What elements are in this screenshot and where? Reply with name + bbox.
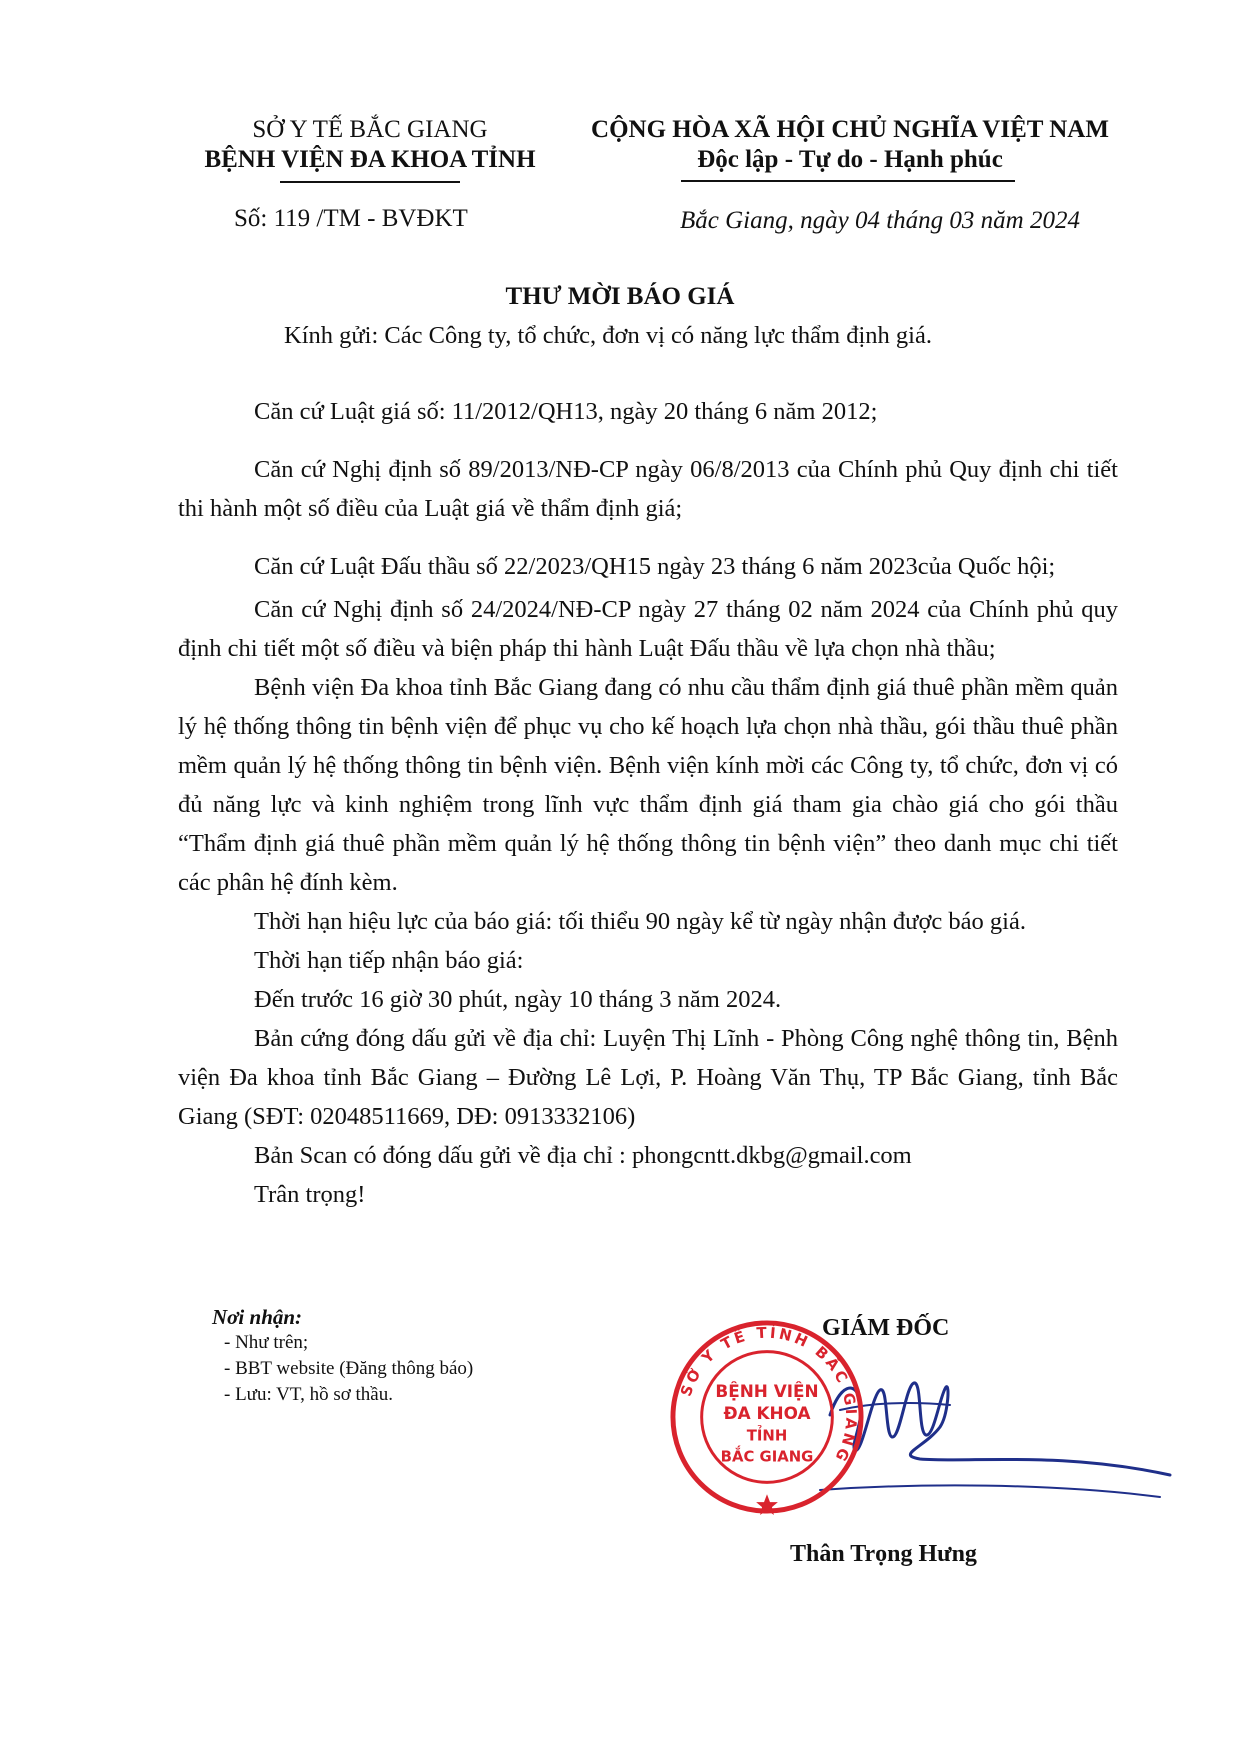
motto-underline — [681, 180, 1015, 182]
hardcopy-address: Bản cứng đóng dấu gửi về địa chỉ: Luyện Thị Lĩnh - Phòng Công nghệ thông tin, Bệnh viện Đa khoa tỉnh Bắc Giang – Đường Lê Lợi, P. Hoàng Văn Thụ, TP Bắc Giang, tỉnh Bắc Giang (SĐT: 02048511669, DĐ: 0913332106) — [178, 1025, 1118, 1130]
scan-address: Bản Scan có đóng dấu gửi về địa chỉ : phongcntt.dkbg@gmail.com — [254, 1142, 912, 1169]
nation-title: CỘNG HÒA XÃ HỘI CHỦ NGHĨA VIỆT NAM — [591, 116, 1109, 143]
addressee: Kính gửi: Các Công ty, tổ chức, đơn vị có năng lực thẩm định giá. — [284, 322, 932, 349]
legal-basis-decree-24: Căn cứ Nghị định số 24/2024/NĐ-CP ngày 27 tháng 02 năm 2024 của Chính phủ quy định chi tiết một số điều và biện pháp thi hành Luật Đấu thầu về lựa chọn nhà thầu; — [178, 596, 1118, 662]
legal-basis-price-law: Căn cứ Luật giá số: 11/2012/QH13, ngày 20 tháng 6 năm 2012; — [254, 398, 878, 425]
legal-basis-bidding-law: Căn cứ Luật Đấu thầu số 22/2023/QH15 ngày 23 tháng 6 năm 2023của Quốc hội; — [254, 553, 1056, 580]
quote-deadline-label: Thời hạn tiếp nhận báo giá: — [254, 947, 524, 974]
svg-text:BỆNH VIỆN: BỆNH VIỆN — [715, 1381, 819, 1402]
recipients-title: Nơi nhận: — [212, 1305, 303, 1329]
motto: Độc lập - Tự do - Hạnh phúc — [697, 146, 1003, 173]
signer-title: GIÁM ĐỐC — [822, 1315, 950, 1341]
closing: Trân trọng! — [254, 1181, 366, 1208]
org-parent: SỞ Y TẾ BẮC GIANG — [252, 116, 488, 143]
svg-text:TỈNH: TỈNH — [746, 1426, 788, 1445]
svg-text:SỞ Y TẾ TỈNH BẮC GIANG: SỞ Y TẾ TỈNH BẮC GIANG — [676, 1323, 861, 1467]
document-body — [178, 392, 1118, 1214]
document-title: THƯ MỜI BÁO GIÁ — [505, 283, 735, 310]
recipient-item: - Như trên; — [224, 1332, 309, 1353]
place-date: Bắc Giang, ngày 04 tháng 03 năm 2024 — [680, 207, 1080, 234]
signer-name: Thân Trọng Hưng — [790, 1541, 977, 1567]
quote-validity: Thời hạn hiệu lực của báo giá: tối thiểu 90 ngày kể từ ngày nhận được báo giá. — [254, 908, 1026, 935]
recipients-block — [212, 1304, 473, 1408]
official-seal-stamp — [668, 1318, 866, 1516]
svg-text:ĐA KHOA: ĐA KHOA — [723, 1402, 811, 1423]
quote-deadline: Đến trước 16 giờ 30 phút, ngày 10 tháng 3 năm 2024. — [254, 986, 782, 1013]
doc-number: Số: 119 /TM - BVĐKT — [234, 205, 468, 232]
svg-text:BẮC GIANG: BẮC GIANG — [720, 1447, 814, 1466]
legal-basis-decree-89: Căn cứ Nghị định số 89/2013/NĐ-CP ngày 06/8/2013 của Chính phủ Quy định chi tiết thi hành một số điều của Luật giá về thẩm định giá; — [178, 456, 1118, 522]
recipient-item: - Lưu: VT, hồ sơ thầu. — [224, 1384, 393, 1405]
recipient-item: - BBT website (Đăng thông báo) — [224, 1358, 474, 1379]
main-request: Bệnh viện Đa khoa tỉnh Bắc Giang đang có nhu cầu thẩm định giá thuê phần mềm quản lý hệ thống thông tin bệnh viện để phục vụ cho kế hoạch lựa chọn nhà thầu, gói thầu thuê phần mềm quản lý hệ thống thông tin bệnh viện. Bệnh viện kính mời các Công ty, tổ chức, đơn vị có đủ năng lực và kinh nghiệm trong lĩnh vực thẩm định giá tham gia chào giá cho gói thầu “Thẩm định giá thuê phần mềm quản lý hệ thống thông tin bệnh viện” theo danh mục chi tiết các phân hệ đính kèm. — [178, 674, 1118, 896]
org-underline — [280, 181, 460, 183]
org-name: BỆNH VIỆN ĐA KHOA TỈNH — [204, 146, 536, 173]
